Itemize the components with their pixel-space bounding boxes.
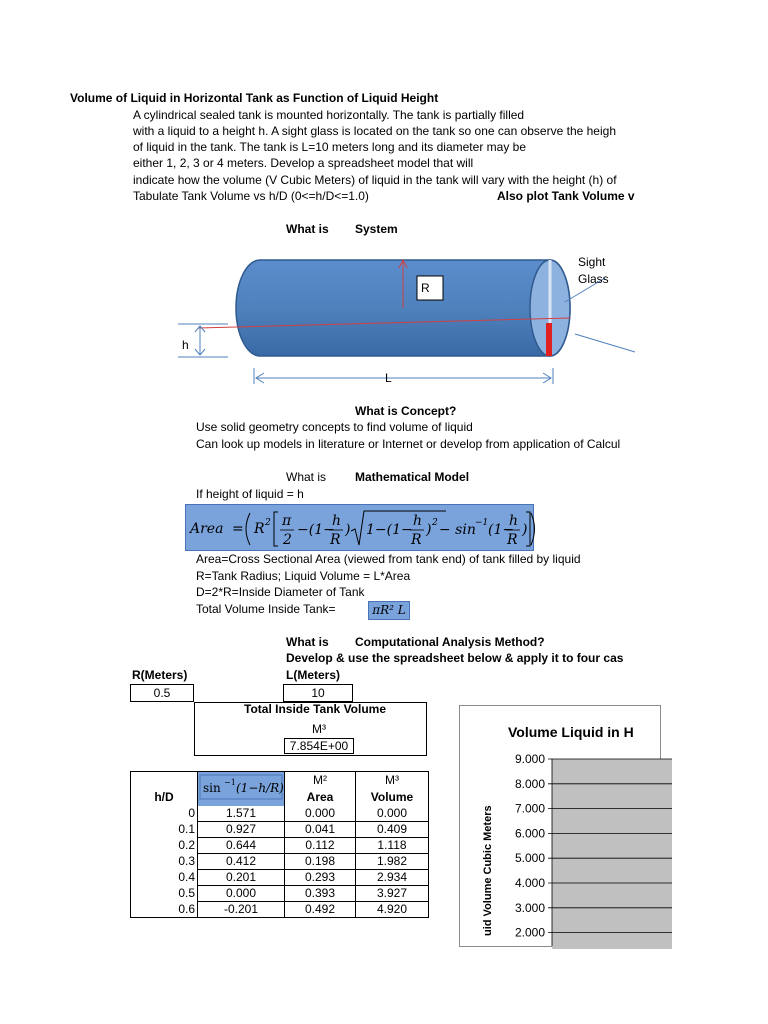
- cell-asin[interactable]: 0.201: [198, 870, 285, 886]
- radius-label: R: [421, 281, 430, 295]
- cell-hd[interactable]: 0.2: [178, 838, 195, 852]
- table-row: [131, 870, 429, 886]
- model-def-3: D=2*R=Inside Diameter of Tank: [196, 585, 365, 599]
- table-row: [131, 902, 429, 918]
- header-area: Area: [306, 790, 334, 805]
- svg-text:R: R: [507, 532, 518, 548]
- asin-header: [198, 772, 285, 807]
- method-question: What is: [286, 635, 329, 649]
- svg-text:− sin: − sin: [439, 522, 476, 538]
- sight-label-2: Glass: [578, 272, 609, 286]
- intro-line-2: with a liquid to a height h. A sight glass is located on the tank so one can observe the heigh: [133, 124, 616, 138]
- chart-svg: [460, 706, 660, 946]
- y-tick-label: 7.000: [514, 801, 545, 816]
- plot-area: [552, 759, 672, 949]
- total-volume-formula: πR² L: [368, 601, 410, 620]
- header-volume: Volume: [356, 789, 429, 806]
- table-row: [131, 886, 429, 902]
- cell-volume[interactable]: 0.409: [356, 822, 429, 838]
- volume-table: [130, 771, 429, 918]
- y-tick-label: 6.000: [514, 826, 545, 841]
- cell-volume[interactable]: 2.934: [356, 870, 429, 886]
- svg-text:h: h: [332, 513, 342, 529]
- intro-line-6: Tabulate Tank Volume vs h/D (0<=h/D<=1.0): [133, 189, 369, 203]
- system-label: System: [355, 222, 398, 236]
- cell-hd[interactable]: 0.3: [178, 854, 195, 868]
- svg-text:(1−: (1−: [488, 522, 515, 538]
- svg-text:): ): [522, 522, 528, 538]
- svg-text:): ): [345, 522, 351, 538]
- svg-text:1−(1−: 1−(1−: [366, 522, 413, 538]
- cell-asin[interactable]: 0.644: [198, 838, 285, 854]
- also-plot-text: Also plot Tank Volume v: [497, 189, 635, 203]
- system-question: What is: [286, 222, 329, 236]
- intro-line-5: indicate how the volume (V Cubic Meters) of liquid in the tank will vary with the height (h) of: [133, 173, 617, 187]
- cell-asin[interactable]: 0.927: [198, 822, 285, 838]
- formula-lhs: Area: [190, 521, 224, 537]
- unit-volume: M³: [356, 772, 429, 790]
- svg-text:h: h: [509, 513, 519, 529]
- svg-text:−1: −1: [224, 778, 236, 787]
- cell-area[interactable]: 0.112: [285, 838, 356, 854]
- svg-text:2: 2: [265, 518, 271, 528]
- method-label: Computational Analysis Method?: [355, 635, 545, 649]
- r-input[interactable]: 0.5: [130, 684, 194, 702]
- y-tick-label: 3.000: [514, 900, 545, 915]
- method-line-2: Develop & use the spreadsheet below & apply it to four cas: [286, 651, 624, 665]
- y-tick-label: 8.000: [514, 776, 545, 791]
- unit-hd: [131, 772, 198, 790]
- table-row: [131, 806, 429, 822]
- cell-asin[interactable]: 1.571: [198, 806, 285, 822]
- total-volume-unit: M³: [312, 722, 326, 736]
- svg-text:R: R: [330, 532, 341, 548]
- cell-asin[interactable]: 0.412: [198, 854, 285, 870]
- y-tick-label: 2.000: [514, 925, 545, 940]
- y-axis-label: uid Volume Cubic Meters: [482, 805, 494, 936]
- y-tick-label: 9.000: [514, 752, 545, 766]
- area-formula-svg: [186, 505, 535, 552]
- svg-text:2: 2: [283, 532, 292, 548]
- height-label: h: [182, 338, 189, 352]
- svg-text:R: R: [254, 521, 265, 537]
- tank-diagram: [170, 250, 650, 400]
- table-body: [131, 806, 429, 918]
- cell-asin[interactable]: 0.000: [198, 886, 285, 902]
- svg-text:2: 2: [432, 518, 438, 528]
- svg-text:h: h: [413, 513, 423, 529]
- cell-hd[interactable]: 0: [188, 806, 195, 821]
- cell-volume[interactable]: 4.920: [356, 902, 429, 918]
- concept-line-2: Can look up models in literature or Internet or develop from application of Calcul: [196, 437, 621, 451]
- cell-volume[interactable]: 3.927: [356, 886, 429, 902]
- cell-area[interactable]: 0.393: [285, 886, 356, 902]
- model-def-2: R=Tank Radius; Liquid Volume = L*Area: [196, 569, 411, 583]
- cell-hd[interactable]: 0.1: [178, 822, 195, 836]
- intro-line-4: either 1, 2, 3 or 4 meters. Develop a spreadsheet model that will: [133, 156, 474, 170]
- svg-text:−1: −1: [475, 518, 489, 528]
- total-volume-label: Total Inside Tank Volume: [244, 702, 387, 716]
- svg-text:(1−h/R): (1−h/R): [236, 781, 284, 795]
- table-row: [131, 854, 429, 870]
- length-label: L: [385, 371, 392, 385]
- volume-chart: [459, 705, 661, 947]
- cell-asin[interactable]: -0.201: [198, 902, 285, 918]
- intro-line-3: of liquid in the tank. The tank is L=10 meters long and its diameter may be: [133, 140, 526, 154]
- svg-text:): ): [426, 522, 432, 538]
- sight-glass-icon: [546, 323, 552, 356]
- cell-hd[interactable]: 0.5: [178, 886, 195, 900]
- model-def-4: Total Volume Inside Tank=: [196, 602, 336, 616]
- svg-text:sin: sin: [203, 781, 221, 795]
- units-row: [131, 772, 429, 790]
- cell-area[interactable]: 0.293: [285, 870, 356, 886]
- l-label: L(Meters): [286, 668, 341, 682]
- svg-text:=: =: [232, 521, 244, 537]
- asin-header-svg: [198, 772, 284, 802]
- table-row: [131, 822, 429, 838]
- cell-volume[interactable]: 0.000: [356, 806, 429, 822]
- sight-label-1: Sight: [578, 255, 606, 269]
- unit-area: M²: [313, 773, 327, 788]
- model-label: Mathematical Model: [355, 470, 470, 484]
- cell-area[interactable]: 0.041: [285, 822, 356, 838]
- y-tick-label: 5.000: [514, 851, 545, 866]
- concept-heading: What is Concept?: [355, 404, 457, 418]
- svg-text:R: R: [411, 532, 422, 548]
- intro-line-1: A cylindrical sealed tank is mounted horizontally. The tank is partially filled: [133, 108, 525, 122]
- y-tick-label: 4.000: [514, 876, 545, 890]
- page-title: Volume of Liquid in Horizontal Tank as Function of Liquid Height: [70, 91, 439, 105]
- table-row: [131, 838, 429, 854]
- header-hd: h/D: [154, 790, 174, 805]
- cell-volume[interactable]: 1.982: [356, 854, 429, 870]
- model-question: What is: [286, 470, 327, 484]
- cell-area[interactable]: 0.198: [285, 854, 356, 870]
- l-input[interactable]: 10: [283, 684, 353, 702]
- total-volume-value: 7.854E+00: [284, 738, 354, 754]
- cell-area[interactable]: 0.000: [285, 806, 356, 822]
- cell-volume[interactable]: 1.118: [356, 838, 429, 854]
- area-formula: [185, 504, 534, 551]
- r-label: R(Meters): [132, 668, 188, 682]
- model-def-1: Area=Cross Sectional Area (viewed from tank end) of tank filled by liquid: [196, 552, 581, 566]
- cell-area[interactable]: 0.492: [285, 902, 356, 918]
- cell-hd[interactable]: 0.4: [178, 870, 195, 884]
- svg-text:−(1−: −(1−: [297, 522, 335, 538]
- cell-hd[interactable]: 0.6: [178, 901, 195, 916]
- svg-text:π: π: [282, 513, 292, 529]
- model-line-1: If height of liquid = h: [196, 487, 304, 501]
- concept-line-1: Use solid geometry concepts to find volume of liquid: [196, 420, 473, 434]
- chart-title: Volume Liquid in H: [508, 724, 634, 740]
